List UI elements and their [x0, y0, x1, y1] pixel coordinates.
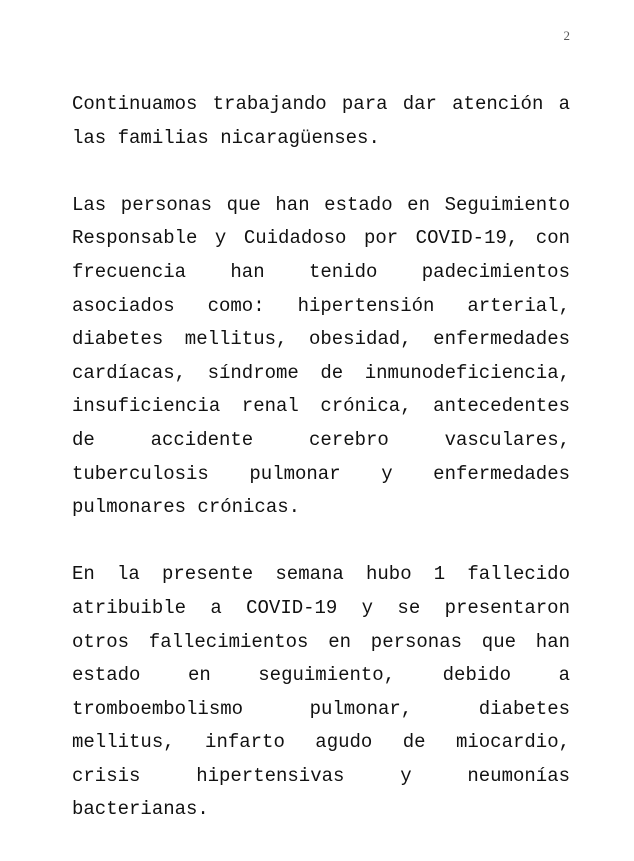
page-number: 2: [563, 28, 570, 43]
paragraph-intro: Continuamos trabajando para dar atención a las familias nicaragüenses.: [72, 93, 570, 149]
document-body: [72, 88, 570, 861]
paragraph-conditions: Las personas que han estado en Seguimiento Responsable y Cuidadoso por COVID-19, con frecuencia han tenido padecimientos asociados como: hipertensión arterial, diabetes mellitus, obesidad, enfermedades cardíacas, síndrome de inmunodeficiencia, insuficiencia renal crónica, antecedentes de accidente cerebro vasculares, tuberculosis pulmonar y enfermedades pulmonares crónicas.: [72, 193, 570, 519]
paragraph-deaths: En la presente semana hubo 1 fallecido atribuible a COVID-19 y se presentaron otros fallecimientos en personas que han estado en seguimiento, debido a tromboembolismo pulmonar, diabetes mellitus, infarto agudo de miocardio, crisis hipertensivas y neumonías bacterianas.: [72, 563, 570, 821]
